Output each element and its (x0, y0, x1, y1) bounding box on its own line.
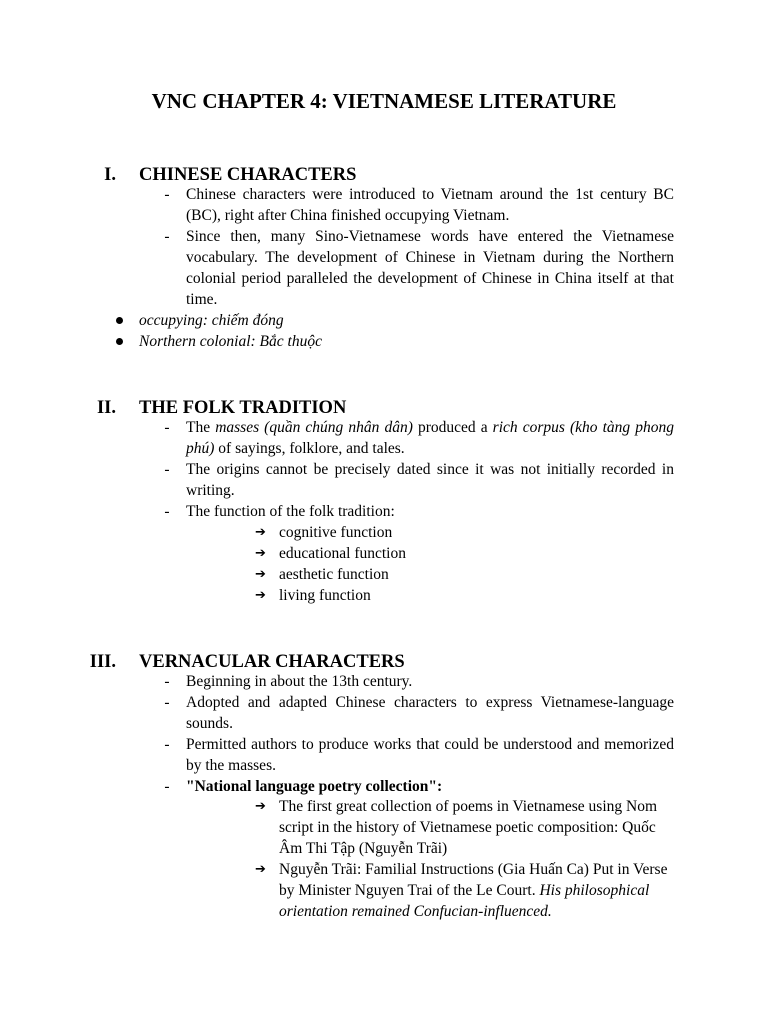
section-3-number: III. (89, 652, 116, 672)
arrow-right-icon: ➔ (255, 588, 266, 603)
arrow-right-icon: ➔ (255, 525, 266, 540)
dash-marker: - (164, 778, 170, 795)
function-item: aesthetic function (279, 566, 389, 583)
section-3-points (164, 671, 674, 797)
list-item (164, 501, 674, 522)
section-2-title: THE FOLK TRADITION (139, 398, 347, 418)
list-item (164, 417, 674, 459)
poetry-item-1: The first great collection of poems in Vietnamese using Nom script in the history of Vietnamese poetic composition: Quốc Âm Thi Tập (Nguyễn Trãi) (279, 798, 658, 857)
list-item (255, 522, 674, 543)
dash-marker: - (164, 503, 170, 520)
folk-functions-list (255, 522, 674, 606)
bullet-icon (116, 317, 123, 324)
list-item (255, 543, 674, 564)
section-1-glossary (139, 310, 669, 352)
function-item: educational function (279, 545, 406, 562)
list-item (255, 859, 674, 922)
text-run-italic: masses (quần chúng nhân dân) (215, 419, 413, 436)
section-1-number: I. (104, 165, 116, 185)
text-run: produced a (412, 419, 493, 436)
glossary-item: occupying: chiếm đóng (139, 312, 284, 329)
text-run: The (186, 419, 216, 436)
text-run: Nguyễn Trãi: Familial Instructions (Gia Huấn Ca) Put in Verse by Minister Nguyen Trai of the Le Court. (279, 861, 668, 899)
section-3-point-3: Permitted authors to produce works that could be understood and memorized by the masses. (186, 736, 674, 774)
list-item (164, 776, 674, 797)
section-2-point-3: The function of the folk tradition: (186, 503, 395, 520)
list-item (255, 564, 674, 585)
dash-marker: - (164, 461, 170, 478)
section-1-point-2: Since then, many Sino-Vietnamese words have entered the Vietnamese vocabulary. The development of Chinese in Vietnam during the Northern colonial period paralleled the development of Chinese in China itself at that time. (186, 228, 674, 308)
section-2-point-2: The origins cannot be precisely dated since it was not initially recorded in writing. (186, 461, 674, 499)
function-item: living function (279, 587, 371, 604)
glossary-item: Northern colonial: Bắc thuộc (139, 333, 322, 350)
dash-marker: - (164, 186, 170, 203)
list-item (255, 796, 674, 859)
dash-marker: - (164, 736, 170, 753)
arrow-right-icon: ➔ (255, 567, 266, 582)
dash-marker: - (164, 228, 170, 245)
list-item (139, 310, 669, 331)
section-3-point-2: Adopted and adapted Chinese characters to express Vietnamese-language sounds. (186, 694, 674, 732)
text-run-italic: rich corpus (kho tàng phong phú) (186, 419, 674, 457)
section-3-title: VERNACULAR CHARACTERS (139, 652, 405, 672)
text-run-italic: His philosophical orientation remained Confucian-influenced. (279, 882, 650, 920)
arrow-right-icon: ➔ (255, 546, 266, 561)
dash-marker: - (164, 673, 170, 690)
poetry-item-2 (279, 861, 667, 920)
section-3-point-1: Beginning in about the 13th century. (186, 673, 413, 690)
dash-marker: - (164, 694, 170, 711)
page-title: VNC CHAPTER 4: VIETNAMESE LITERATURE (151, 89, 617, 113)
poetry-collection-list (255, 796, 674, 922)
section-1-title: CHINESE CHARACTERS (139, 165, 357, 185)
text-run: of sayings, folklore, and tales. (214, 440, 405, 457)
list-item (164, 226, 674, 310)
list-item (164, 734, 674, 776)
list-item (164, 692, 674, 734)
section-3-bold-point: "National language poetry collection": (186, 778, 443, 795)
list-item (139, 331, 669, 352)
section-2-point-1 (186, 419, 674, 457)
section-1-point-1: Chinese characters were introduced to Vietnam around the 1st century BC (BC), right after China finished occupying Vietnam. (186, 186, 674, 224)
list-item (255, 585, 674, 606)
bullet-icon (116, 338, 123, 345)
section-2-points (164, 417, 674, 522)
arrow-right-icon: ➔ (255, 799, 266, 814)
list-item (164, 184, 674, 226)
function-item: cognitive function (279, 524, 393, 541)
dash-marker: - (164, 419, 170, 436)
section-1-points (164, 184, 674, 310)
list-item (164, 671, 674, 692)
arrow-right-icon: ➔ (255, 862, 266, 877)
list-item (164, 459, 674, 501)
section-2-number: II. (96, 398, 116, 418)
